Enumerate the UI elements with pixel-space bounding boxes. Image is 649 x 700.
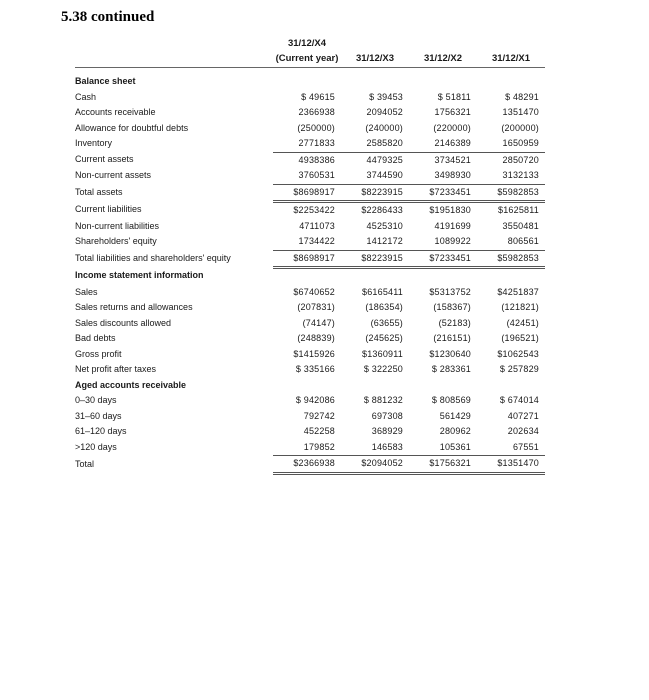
value-cell: (186354) (365, 302, 403, 312)
value-cell: $4251837 (497, 286, 539, 297)
value-cell: (245625) (365, 333, 403, 343)
column-header-x3: 31/12/X3 (355, 53, 395, 64)
value-cell: $ 335166 (295, 364, 335, 374)
section-title-row (75, 378, 545, 394)
value-cell: (196521) (501, 333, 539, 343)
row-label: 31–60 days (75, 410, 122, 421)
financial-table-container (75, 36, 545, 475)
value-cell: 407271 (507, 410, 539, 421)
value-cell: $7233451 (409, 250, 477, 268)
column-subheader-x4: (Current year) (275, 53, 339, 64)
table-row (75, 285, 545, 301)
section-title: Income statement information (75, 270, 204, 281)
value-cell: $6165411 (362, 286, 403, 297)
value-cell: 806561 (477, 234, 545, 250)
row-label: 61–120 days (75, 426, 127, 436)
section-title-row (75, 74, 545, 90)
value-cell: 1351470 (502, 107, 539, 117)
value-cell: $1625811 (498, 205, 539, 215)
value-cell: 2850720 (502, 154, 539, 165)
value-cell: $1062543 (497, 348, 539, 359)
value-cell: 1756321 (434, 107, 471, 117)
row-label: Total assets (75, 187, 123, 197)
row-label: Accounts receivable (75, 107, 156, 117)
section-title-row (75, 268, 545, 285)
value-cell: 2771833 (273, 136, 341, 152)
value-cell: $1756321 (409, 456, 477, 474)
value-cell: $ 808569 (431, 395, 471, 405)
value-cell: 3744590 (341, 168, 409, 184)
value-cell: 146583 (341, 440, 409, 456)
section-title: Balance sheet (75, 76, 136, 86)
value-cell: 4525310 (366, 220, 403, 231)
table-row (75, 234, 545, 250)
value-cell: 2366938 (298, 107, 335, 117)
value-cell: 4938386 (298, 154, 335, 165)
row-label: Gross profit (75, 348, 122, 359)
page-heading: 5.38 continued (61, 9, 155, 25)
value-cell: 4191699 (434, 220, 471, 231)
row-label: Current assets (75, 154, 134, 165)
value-cell: (216151) (433, 333, 471, 343)
value-cell: (158367) (433, 302, 471, 312)
value-cell: $ 39453 (369, 91, 403, 102)
value-cell: 368929 (371, 426, 403, 436)
table-row (75, 121, 545, 137)
table-row (75, 424, 545, 440)
table-row (75, 347, 545, 363)
row-label: Inventory (75, 138, 113, 149)
value-cell: 2585820 (341, 136, 409, 152)
table-row (75, 456, 545, 474)
financial-table (75, 36, 545, 475)
row-label: Shareholders' equity (75, 236, 157, 247)
table-row (75, 136, 545, 152)
value-cell: 452258 (303, 426, 335, 436)
table-row (75, 316, 545, 332)
column-header-x2: 31/12/X2 (423, 53, 463, 64)
table-row (75, 105, 545, 121)
value-cell: (42451) (506, 317, 539, 328)
table-row (75, 440, 545, 456)
value-cell: (74147) (302, 317, 335, 328)
value-cell: 3498930 (409, 168, 477, 184)
value-cell: $8698917 (273, 250, 341, 268)
table-row (75, 168, 545, 184)
value-cell: 1089922 (409, 234, 477, 250)
column-header-row (75, 36, 545, 51)
value-cell: 3132133 (477, 168, 545, 184)
row-label: Bad debts (75, 333, 116, 343)
table-row (75, 152, 545, 168)
value-cell: 179852 (273, 440, 341, 456)
value-cell: 1734422 (273, 234, 341, 250)
value-cell: (248839) (297, 333, 335, 343)
table-row (75, 409, 545, 425)
value-cell: $ 322250 (363, 364, 403, 374)
value-cell: $ 674014 (499, 395, 539, 405)
value-cell: 67551 (477, 440, 545, 456)
table-row (75, 184, 545, 202)
column-header-x4: 31/12/X4 (287, 38, 327, 49)
value-cell: (52183) (438, 317, 471, 328)
table-row (75, 250, 545, 268)
value-cell: $8223915 (341, 184, 409, 202)
row-label: 0–30 days (75, 395, 117, 405)
value-cell: $1951830 (429, 205, 471, 215)
value-cell: (200000) (501, 122, 539, 133)
value-cell: $2366938 (273, 456, 341, 474)
value-cell: $5313752 (429, 286, 471, 297)
value-cell: $ 881232 (363, 395, 403, 405)
value-cell: $1360911 (362, 348, 403, 359)
value-cell: (207831) (297, 302, 335, 312)
row-label: Sales discounts allowed (75, 317, 172, 328)
value-cell: 105361 (409, 440, 477, 456)
value-cell: 202634 (507, 426, 539, 436)
value-cell: $ 48291 (505, 91, 539, 102)
value-cell: 697308 (371, 410, 403, 421)
value-cell: $2094052 (341, 456, 409, 474)
value-cell: 792742 (303, 410, 335, 421)
value-cell: $2253422 (293, 205, 335, 215)
table-row (75, 362, 545, 378)
table-row (75, 90, 545, 106)
value-cell: (240000) (365, 122, 403, 133)
row-label: Allowance for doubtful debts (75, 122, 189, 133)
value-cell: $1351470 (477, 456, 545, 474)
table-row (75, 331, 545, 347)
value-cell: 3760531 (273, 168, 341, 184)
value-cell: $ 51811 (437, 91, 471, 102)
value-cell: $6740652 (293, 286, 335, 297)
table-row (75, 393, 545, 409)
value-cell: $ 257829 (499, 364, 539, 374)
value-cell: $7233451 (409, 184, 477, 202)
value-cell: 1412172 (341, 234, 409, 250)
value-cell: (121821) (501, 302, 539, 312)
row-label: Cash (75, 91, 97, 102)
value-cell: (250000) (297, 122, 335, 133)
section-title: Aged accounts receivable (75, 379, 187, 390)
value-cell: 561429 (439, 410, 471, 421)
value-cell: 280962 (439, 426, 471, 436)
value-cell: $1230640 (429, 348, 471, 359)
value-cell: 1650959 (477, 136, 545, 152)
value-cell: (220000) (433, 122, 471, 133)
value-cell: $8698917 (273, 184, 341, 202)
table-row (75, 202, 545, 219)
value-cell: (63655) (370, 317, 403, 328)
value-cell: $8223915 (341, 250, 409, 268)
value-cell: 2094052 (366, 107, 403, 117)
row-label: Total (75, 458, 95, 469)
row-label: Sales returns and allowances (75, 302, 193, 312)
row-label: Non-current liabilities (75, 220, 160, 231)
row-label: Total liabilities and shareholders' equity (75, 253, 231, 263)
row-label: Net profit after taxes (75, 364, 157, 374)
table-row (75, 300, 545, 316)
column-subheader-row (75, 51, 545, 68)
value-cell: $1415926 (293, 348, 335, 359)
value-cell: $5982853 (477, 250, 545, 268)
value-cell: 3550481 (502, 220, 539, 231)
value-cell: $2286433 (361, 205, 403, 215)
value-cell: 2146389 (409, 136, 477, 152)
value-cell: 4479325 (366, 154, 403, 165)
table-row (75, 219, 545, 235)
value-cell: $ 942086 (295, 395, 335, 405)
row-label: Non-current assets (75, 170, 152, 181)
row-label: >120 days (75, 441, 117, 452)
row-label: Sales (75, 286, 98, 297)
table-body (75, 68, 545, 474)
value-cell: $ 283361 (431, 364, 471, 374)
value-cell: $5982853 (477, 184, 545, 202)
value-cell: 4711073 (299, 220, 335, 231)
column-header-x1: 31/12/X1 (491, 53, 531, 64)
value-cell: 3734521 (434, 154, 471, 165)
value-cell: $ 49615 (301, 91, 335, 102)
row-label: Current liabilities (75, 204, 142, 215)
